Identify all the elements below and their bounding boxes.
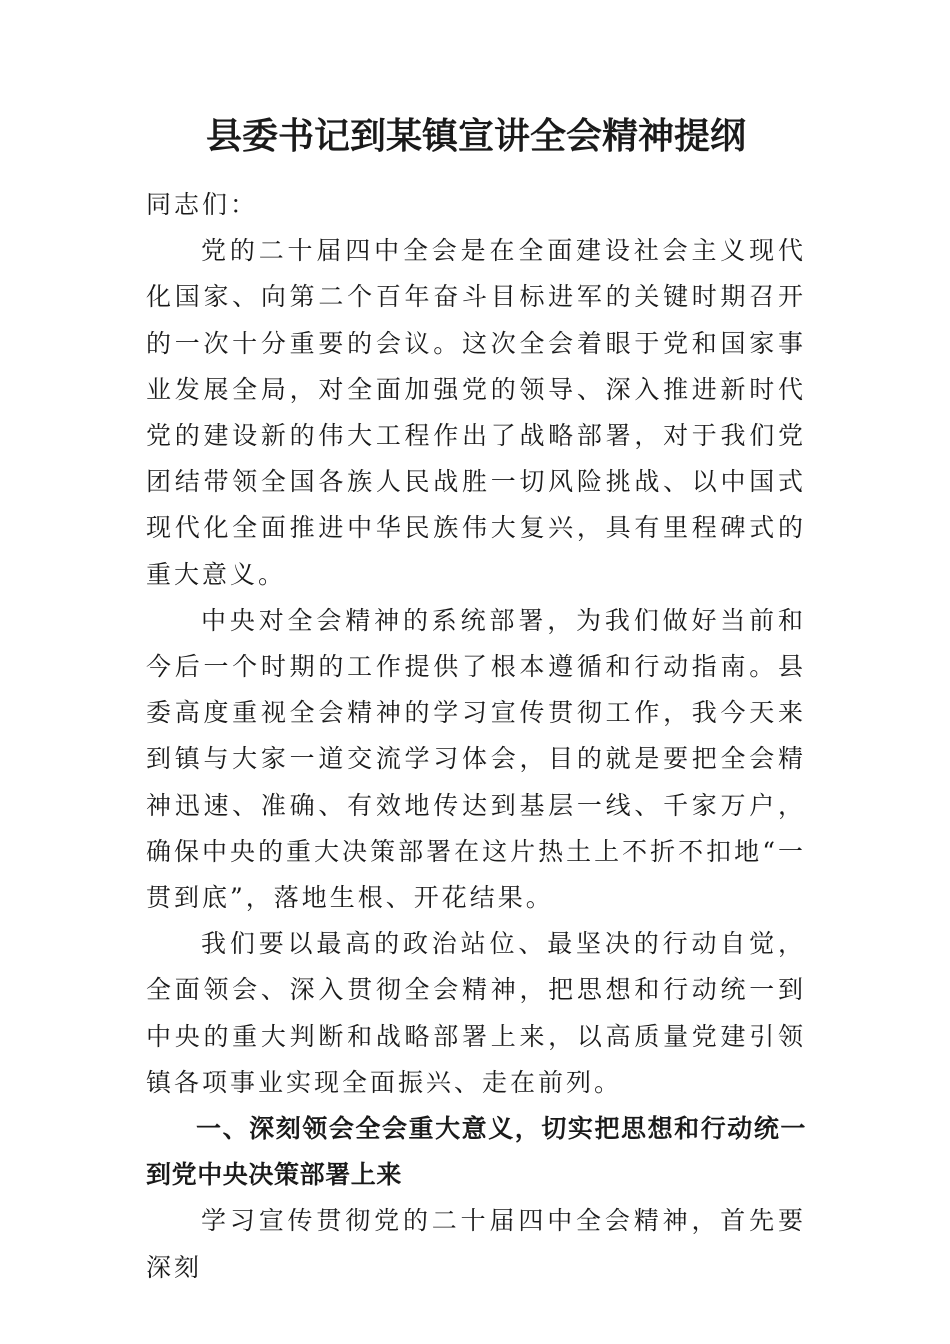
salutation: 同志们： bbox=[146, 190, 259, 219]
document-title: 县委书记到某镇宣讲全会精神提纲 bbox=[205, 115, 746, 157]
section-heading: 一、深刻领会全会重大意义，切实把思想和行动统一到党中央决策部署上来 bbox=[146, 1114, 806, 1190]
document-body bbox=[146, 182, 806, 1291]
paragraph-3: 我们要以最高的政治站位、最坚决的行动自觉，全面领会、深入贯彻全会精神，把思想和行动统一到中央的重大判断和战略部署上来，以高质量党建引领镇各项事业实现全面振兴、走在前列。 bbox=[146, 929, 806, 1097]
paragraph-1: 党的二十届四中全会是在全面建设社会主义现代化国家、向第二个百年奋斗目标进军的关键时期召开的一次十分重要的会议。这次全会着眼于党和国家事业发展全局，对全面加强党的领导、深入推进新时代党的建设新的伟大工程作出了战略部署，对于我们党团结带领全国各族人民战胜一切风险挑战、以中国式现代化全面推进中华民族伟大复兴，具有里程碑式的重大意义。 bbox=[146, 236, 806, 589]
paragraph-4: 学习宣传贯彻党的二十届四中全会精神，首先要深刻 bbox=[146, 1206, 806, 1282]
paragraph-2: 中央对全会精神的系统部署，为我们做好当前和今后一个时期的工作提供了根本遵循和行动指南。县委高度重视全会精神的学习宣传贯彻工作，我今天来到镇与大家一道交流学习体会，目的就是要把全会精神迅速、准确、有效地传达到基层一线、千家万户，确保中央的重大决策部署在这片热土上不折不扣地“一贯到底”，落地生根、开花结果。 bbox=[146, 605, 806, 913]
